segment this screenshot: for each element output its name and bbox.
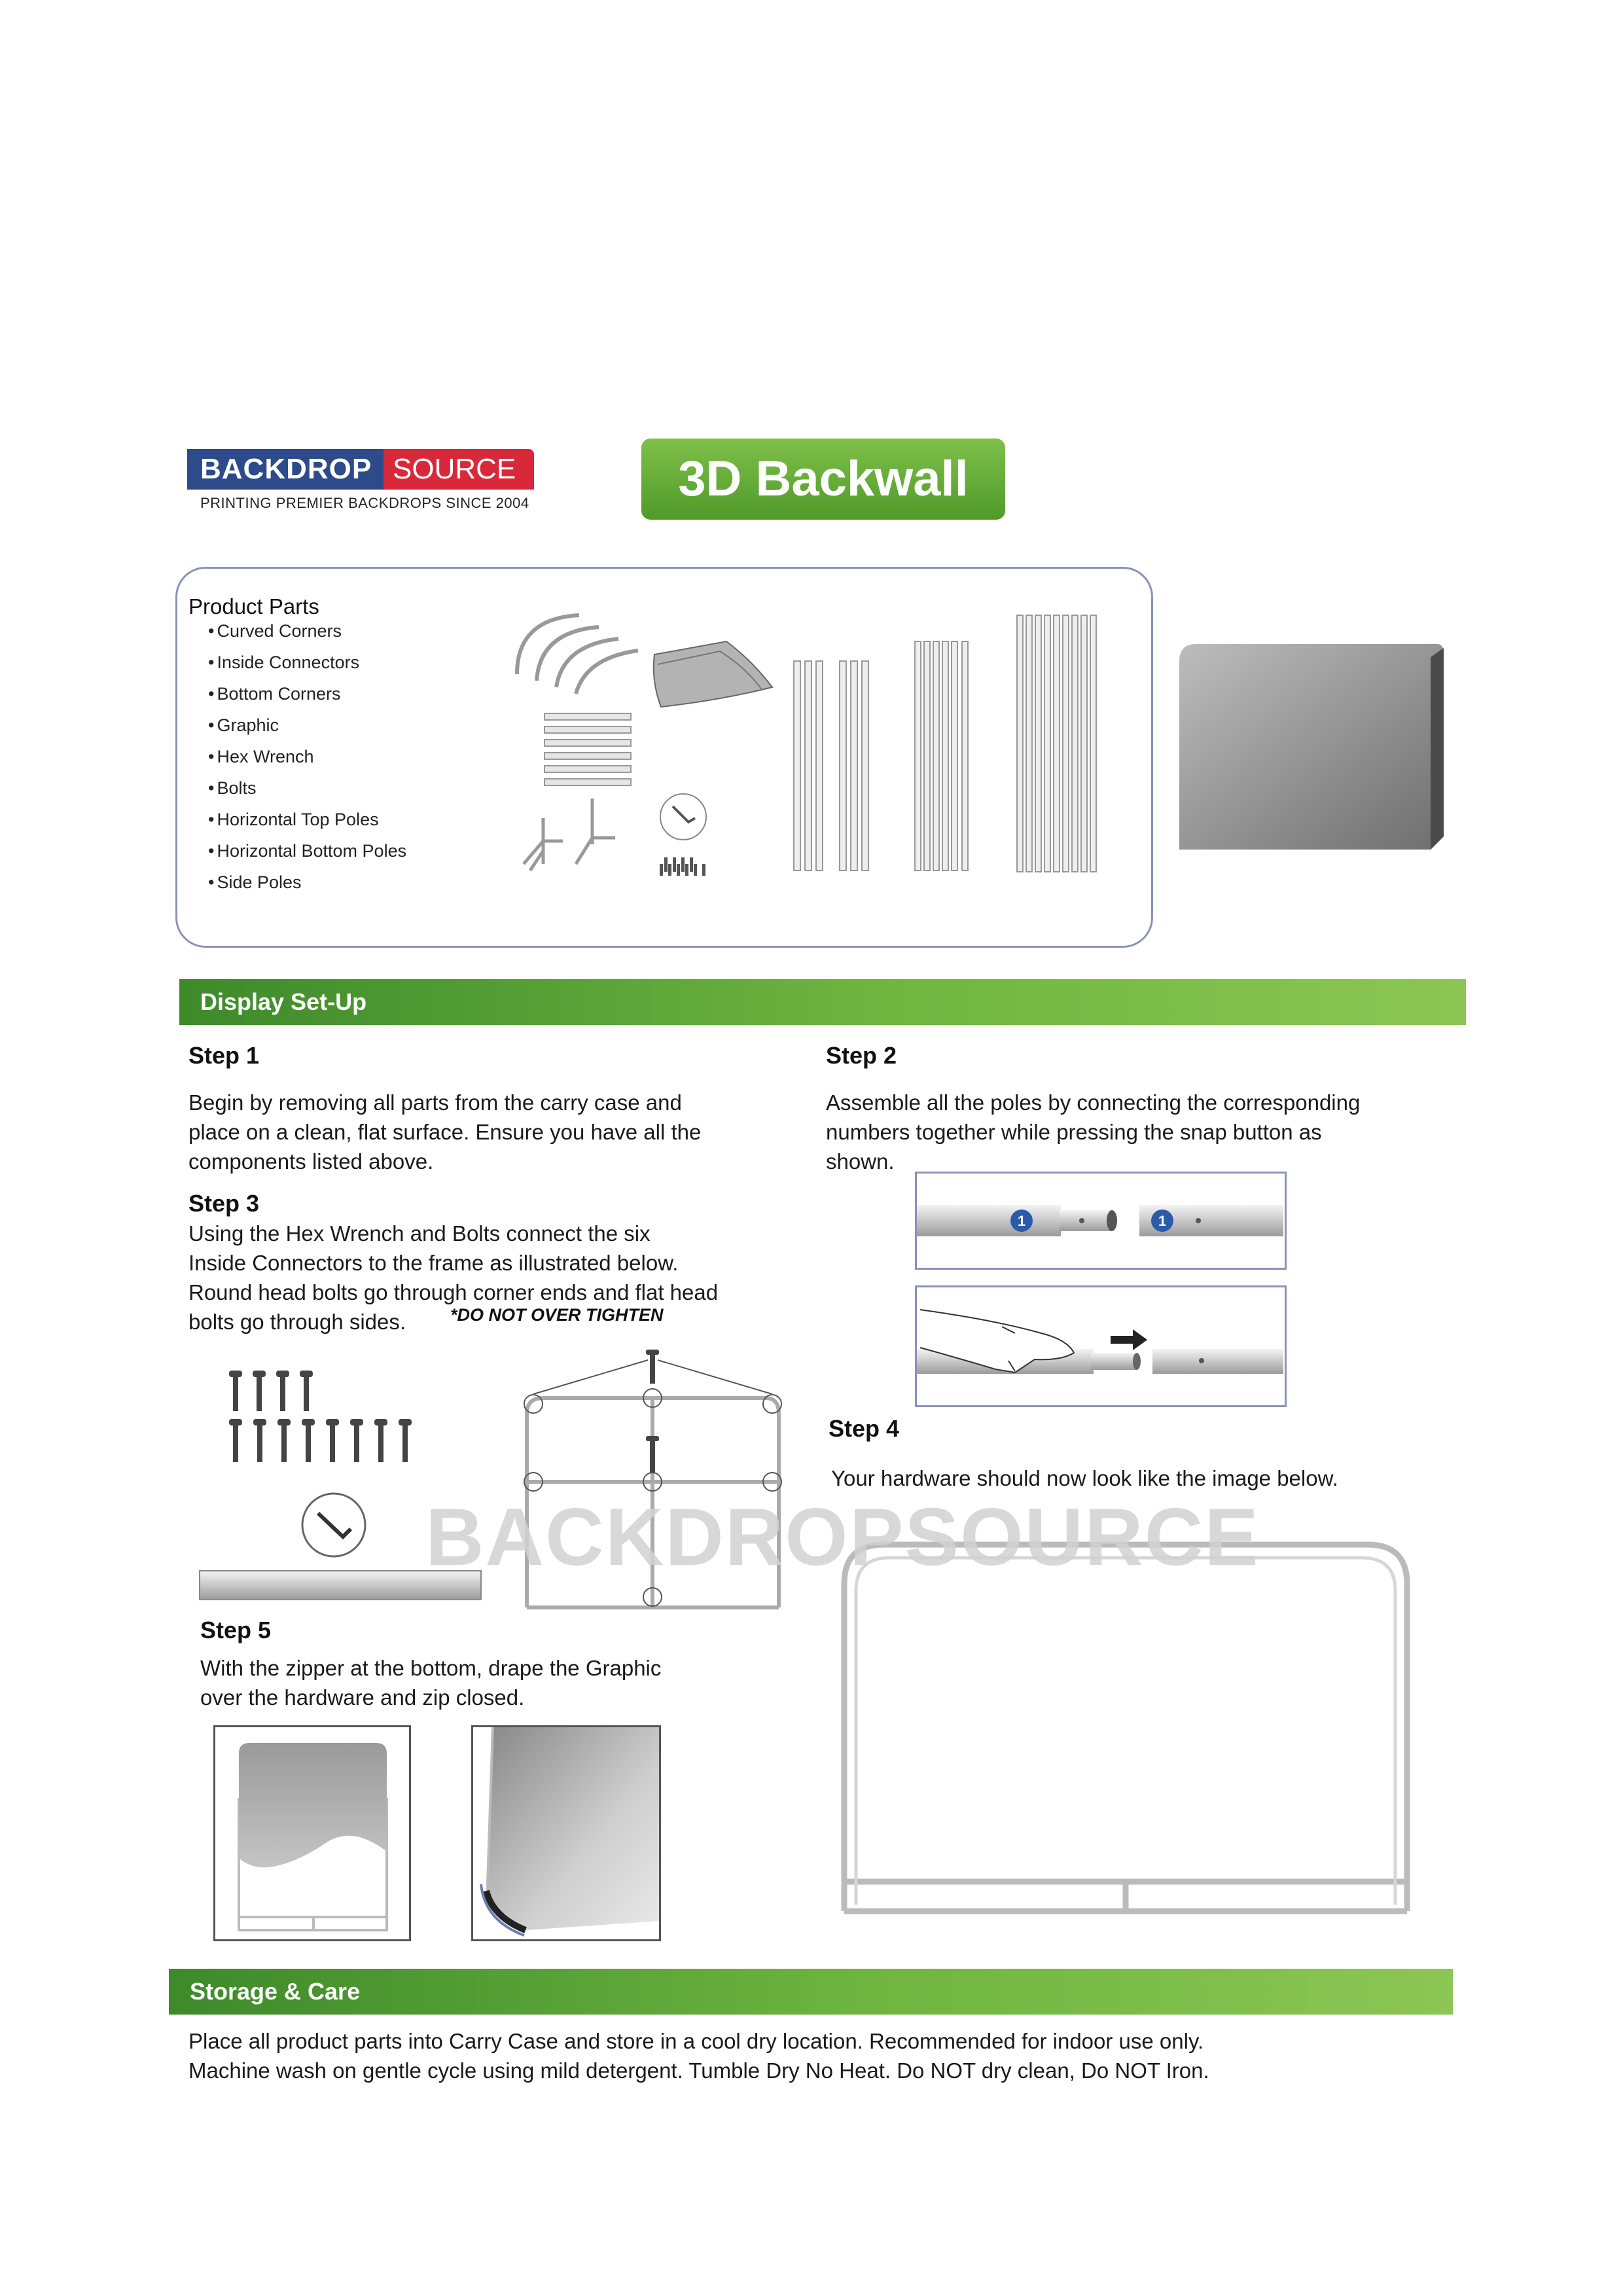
storage-line: Machine wash on gentle cycle using mild detergent. Tumble Dry No Heat. Do NOT dry clean, Do NOT Iron. (188, 2058, 1209, 2083)
step1-line: Begin by removing all parts from the carry case and (188, 1090, 682, 1115)
list-item: • Horizontal Bottom Poles (208, 838, 406, 869)
warning-note: *DO NOT OVER TIGHTEN (450, 1305, 664, 1325)
logo-tagline: PRINTING PREMIER BACKDROPS SINCE 2004 (200, 495, 529, 511)
arrow-right-icon (1111, 1329, 1147, 1350)
brand-logo (187, 449, 534, 517)
storage-text (188, 2026, 1209, 2085)
step3-line: Using the Hex Wrench and Bolts connect the six (188, 1221, 651, 1246)
carry-case-illustration (1178, 641, 1450, 853)
step2-line: Assemble all the poles by connecting the corresponding (826, 1090, 1361, 1115)
step5-text (200, 1653, 661, 1712)
step2-line: shown. (826, 1149, 895, 1174)
step5-line: over the hardware and zip closed. (200, 1685, 525, 1710)
bolts-drawing (660, 857, 705, 876)
storage-line: Place all product parts into Carry Case and store in a cool dry location. Recommended for indoor use only. (188, 2029, 1204, 2053)
parts-heading: Product Parts (188, 594, 319, 619)
storage-care-heading: Storage & Care (169, 1969, 1453, 2015)
step5-line: With the zipper at the bottom, drape the Graphic (200, 1656, 662, 1680)
list-item: • Horizontal Top Poles (208, 806, 406, 838)
step2-line: numbers together while pressing the snap button as (826, 1120, 1322, 1144)
list-item: • Inside Connectors (208, 649, 406, 681)
step3-line: Inside Connectors to the frame as illustrated below. (188, 1251, 679, 1275)
list-item: • Curved Corners (208, 618, 406, 649)
watermark: BACKDROPSOURCE (425, 1492, 1260, 1583)
page-title: 3D Backwall (641, 439, 1005, 520)
draping-graphic-figure (213, 1725, 411, 1941)
step1-line: components listed above. (188, 1149, 434, 1174)
bottom-corners-drawing (524, 798, 615, 870)
list-item: • Bottom Corners (208, 681, 406, 712)
list-item: • Graphic (208, 712, 406, 744)
step1-title: Step 1 (188, 1042, 260, 1069)
press-button-figure (915, 1285, 1287, 1407)
badge-label: 1 (1158, 1213, 1167, 1229)
step3-line: Round head bolts go through corner ends and flat head (188, 1280, 719, 1304)
step3-line: bolts go through sides. (188, 1310, 406, 1334)
logo-brand-right: SOURCE (383, 449, 534, 490)
zipped-graphic-figure (471, 1725, 661, 1941)
step2-text (826, 1088, 1360, 1176)
display-setup-heading: Display Set-Up (179, 979, 1466, 1025)
step5-title: Step 5 (200, 1617, 272, 1643)
side-poles-drawing (1017, 615, 1096, 872)
horizontal-bottom-poles-drawing (915, 641, 968, 870)
graphic-fabric-drawing (654, 641, 772, 707)
inside-connectors-drawing (544, 713, 631, 785)
bolts-drawing (229, 1371, 412, 1462)
snap-button-figure (915, 1172, 1287, 1270)
hex-wrench-icon (302, 1494, 365, 1556)
curved-corners-drawing (517, 615, 638, 694)
step1-line: place on a clean, flat surface. Ensure you have all the (188, 1120, 702, 1144)
step3-title: Step 3 (188, 1190, 260, 1217)
parts-illustration (504, 602, 1152, 897)
badge-label: 1 (1017, 1213, 1026, 1229)
step4-text: Your hardware should now look like the image below. (831, 1466, 1338, 1490)
list-item: • Bolts (208, 775, 406, 806)
list-item: • Hex Wrench (208, 744, 406, 775)
step2-title: Step 2 (826, 1042, 897, 1069)
list-item: • Side Poles (208, 869, 406, 901)
horizontal-top-poles-drawing (794, 661, 868, 870)
step4-title: Step 4 (829, 1415, 900, 1442)
parts-list (208, 618, 406, 901)
step1-text (188, 1088, 701, 1176)
logo-brand-left: BACKDROP (187, 449, 383, 490)
